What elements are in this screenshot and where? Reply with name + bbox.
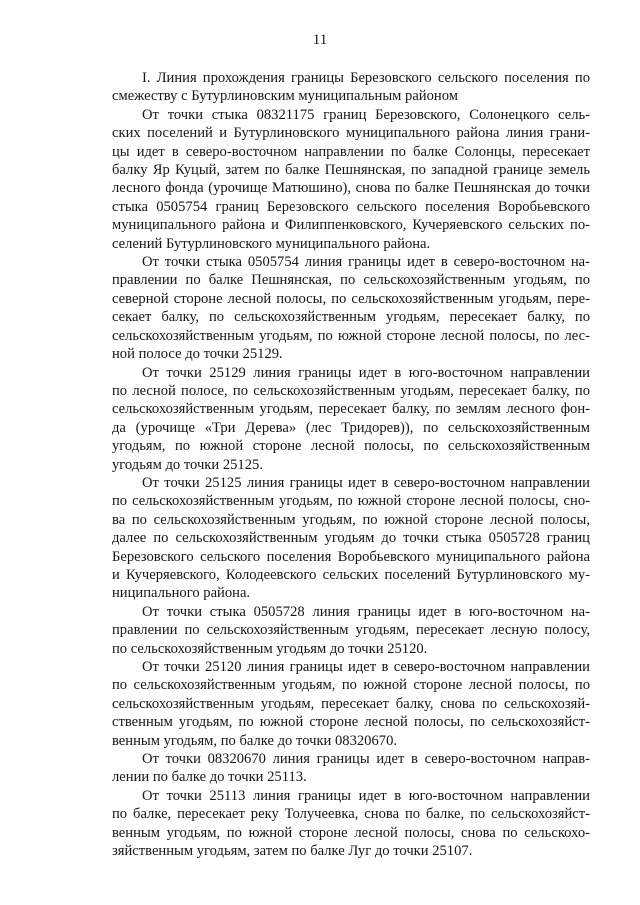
text-line: От точки стыка 08321175 границ Березовского, Солонецкого сель-: [142, 106, 590, 123]
text-line: От точки 08320670 линия границы идет в северо-восточном направ-: [142, 751, 590, 768]
paragraph-6: [112, 658, 590, 750]
text-line: и Кучеряевского, Колодеевского сельских поселений Бутурлиновского му-: [112, 566, 590, 583]
text-line: стыка 0505754 границ Березовского сельского поселения Воробьевского: [112, 198, 590, 215]
page-number: 11: [312, 32, 328, 48]
text-line: сельскохозяйственным угодьям, пересекает балку, по землям лесного фон-: [112, 401, 590, 418]
text-line: далее по сельскохозяйственным угодьям до точки стыка 0505728 границ: [112, 530, 590, 547]
paragraph-4: [112, 474, 590, 603]
text-line: От точки 25113 линия границы идет в юго-восточном направлении: [142, 787, 590, 804]
text-line: по сельскохозяйственным угодьям, по южной стороне лесной полосы, по: [112, 677, 590, 694]
paragraph-7: [112, 750, 590, 787]
text-line: От точки стыка 0505728 линия границы идет в юго-восточном на-: [142, 603, 590, 620]
text-line: ва по сельскохозяйственным угодьям, по южной стороне лесной полосы,: [112, 511, 590, 528]
text-line: цы идет в северо-восточном направлении по балке Солонцы, пересекает: [112, 143, 590, 160]
text-line: северной стороне лесной полосы, по сельскохозяйственным угодьям, пере-: [112, 290, 590, 307]
document-body: [112, 69, 590, 860]
text-line: по сельскохозяйственным угодьям до точки 25120.: [112, 640, 428, 657]
text-line: ной полосе до точки 25129.: [112, 346, 283, 363]
text-line: муниципального района и Филиппенковского, Кучеряевского сельских по-: [112, 217, 590, 234]
paragraph-1: [112, 106, 590, 253]
text-line: правлении по балке Пешнянская, по сельскохозяйственным угодьям, по: [112, 272, 590, 289]
text-line: ниципального района.: [112, 585, 251, 602]
text-line: балку Яр Куцый, затем по балке Пешнянская, по западной границе земель: [112, 162, 590, 179]
heading-line: смежеству с Бутурлиновским муниципальным районом: [112, 88, 458, 105]
text-line: От точки 25120 линия границы идет в северо-восточном направлении: [142, 659, 590, 675]
text-line: ственным угодьям, по южной стороне лесной полосы, по сельскохозяйст-: [112, 714, 590, 731]
text-line: От точки 25129 линия границы идет в юго-восточном направлении: [142, 364, 590, 381]
text-line: зяйственным угодьям, затем по балке Луг до точки 25107.: [112, 843, 473, 860]
text-line: лении по балке до точки 25113.: [112, 769, 307, 786]
text-line: От точки стыка 0505754 линия границы идет в северо-восточном на-: [142, 254, 590, 271]
text-line: лесного фонда (урочище Матюшино), снова по балке Пешнянская до точки: [112, 180, 590, 197]
text-line: венным угодьям, по балке до точки 08320670.: [112, 732, 398, 749]
text-line: угодьям до точки 25125.: [112, 456, 263, 473]
text-line: правлении по сельскохозяйственным угодьям, пересекает лесную полосу,: [112, 622, 590, 639]
paragraph-3: [112, 364, 590, 474]
text-line: От точки 25125 линия границы идет в северо-восточном направлении: [142, 474, 590, 491]
text-line: по балке, пересекает реку Толучеевка, снова по балке, по сельскохозяйст-: [112, 806, 590, 823]
heading-line: I. Линия прохождения границы Березовского сельского поселения по: [142, 70, 590, 86]
text-line: по лесной полосе, по сельскохозяйственным угодьям, пересекает балку, по: [112, 382, 590, 399]
text-line: да (урочище «Три Дерева» (лес Тридорев)), по сельскохозяйственным: [112, 419, 590, 436]
section-heading: [112, 69, 590, 106]
text-line: угодьям, по южной стороне лесной полосы, по сельскохозяйственным: [112, 438, 590, 455]
text-line: селений Бутурлиновского муниципального района.: [112, 235, 431, 252]
paragraph-8: [112, 787, 590, 861]
paragraph-2: [112, 253, 590, 363]
text-line: ских поселений и Бутурлиновского муниципального района линия грани-: [112, 125, 590, 142]
text-line: сельскохозяйственным угодьям, пересекает балку, снова по сельскохозяй-: [112, 695, 590, 712]
text-line: сельскохозяйственным угодьям, по южной стороне лесной полосы, по лес-: [112, 327, 590, 344]
text-line: венным угодьям, по южной стороне лесной полосы, снова по сельскохо-: [112, 824, 590, 841]
text-line: секает балку, по сельскохозяйственным угодьям, пересекает балку, по: [112, 309, 590, 326]
paragraph-5: [112, 603, 590, 658]
text-line: по сельскохозяйственным угодьям, по южной стороне лесной полосы, сно-: [112, 493, 590, 510]
text-line: Березовского сельского поселения Воробьевского муниципального района: [112, 548, 590, 565]
